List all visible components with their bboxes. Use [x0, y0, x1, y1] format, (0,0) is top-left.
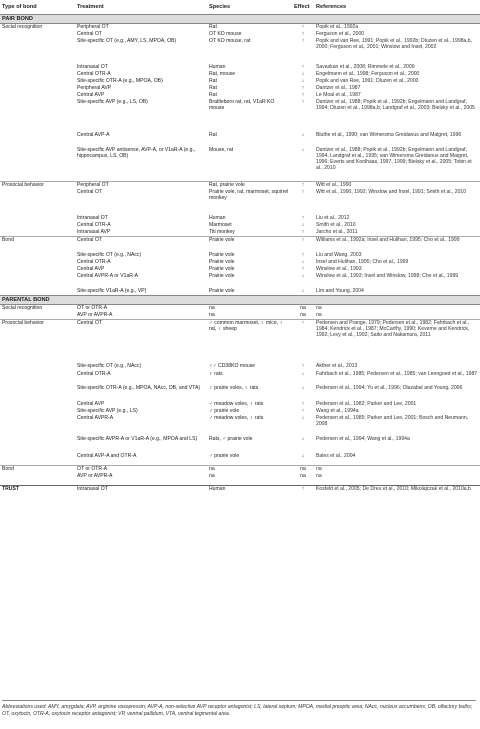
references-cell: Wang et al., 1994a — [316, 407, 359, 414]
section-header-row — [0, 15, 480, 24]
header-type-of-bond: Type of bond — [0, 0, 75, 15]
bond-type-cell — [0, 385, 75, 401]
effect-cell: ↓ — [301, 435, 305, 442]
references-cell: Ferguson et al., 2000 — [316, 30, 365, 37]
treatment-cell: Central AVP — [77, 400, 105, 407]
effect-cell: na — [300, 472, 306, 479]
references-cell: na — [316, 305, 322, 311]
bond-type-cell: Bond — [0, 466, 75, 473]
table-row — [0, 182, 480, 189]
bond-type-cell: Prosocial behavior — [0, 182, 75, 189]
effect-cell: ↑ — [301, 188, 305, 195]
table-row — [0, 132, 480, 147]
table-row — [0, 312, 480, 320]
references-cell: Popik and van Ree, 1991; Popik et al., 1992b; Dluzen et al., 1998a,b, 2000; Ferguson et al., 2001; Winslow and Insel, 2002 — [316, 37, 473, 50]
table-row — [0, 147, 480, 182]
bond-type-cell — [0, 252, 75, 259]
effect-cell: na — [300, 305, 306, 311]
bond-type-cell — [0, 273, 75, 288]
species-cell: Prairie vole — [209, 265, 235, 272]
bond-type-cell — [0, 288, 75, 296]
bond-type-cell: Prosocial behavior — [0, 320, 75, 363]
species-cell: Prairie vole — [209, 287, 235, 294]
bond-type-cell: Social recognition — [2, 305, 43, 311]
table-row — [0, 24, 480, 31]
bond-type-cell: Bond — [0, 237, 75, 252]
species-cell: na — [209, 305, 215, 311]
table-row — [0, 266, 480, 273]
effect-cell: ↓ — [301, 146, 305, 153]
effect-cell: ↑ — [301, 265, 305, 272]
species-cell: Rat — [209, 77, 217, 84]
species-cell: Rats, ♂ prairie vole — [209, 435, 253, 442]
bond-type-cell — [0, 99, 75, 132]
references-cell: Liu and Wang, 2003 — [316, 251, 362, 258]
table-row — [0, 92, 480, 99]
references-cell: Insel and Hulihan, 1995; Cho et al., 1999 — [316, 258, 409, 265]
table-row — [0, 453, 480, 466]
header-references: References — [314, 0, 480, 15]
references-cell: Williams et al., 1992a; Insel and Hulihan, 1995; Cho et al., 1999 — [314, 237, 480, 252]
bond-type-cell — [0, 473, 75, 486]
table-row — [0, 371, 480, 385]
effect-cell: ↓ — [301, 287, 305, 294]
bond-type-cell: TRUST — [0, 486, 75, 503]
bond-type-cell — [0, 78, 75, 85]
species-cell: Rat, prairie vole — [207, 182, 292, 189]
species-cell: ♂ prairie vole — [209, 452, 240, 459]
bond-type-cell — [0, 222, 75, 229]
table-row — [0, 363, 480, 371]
treatment-cell: OT or OTR-A — [77, 305, 108, 311]
table-row — [0, 38, 480, 64]
table-row — [0, 259, 480, 266]
references-cell: Le Moal et al., 1987 — [316, 91, 361, 98]
species-cell: ♂ meadow voles, ♀ rats — [209, 400, 264, 407]
treatment-cell: Central OTR-A — [77, 258, 111, 265]
bond-type-cell — [0, 71, 75, 78]
table-row — [0, 466, 480, 473]
treatment-cell: Site-specific OT (e.g., AMY, LS, MPOA, OB) — [77, 37, 177, 44]
species-cell: na — [209, 311, 215, 318]
references-cell: Lim and Young, 2004 — [316, 287, 364, 294]
table-row — [0, 320, 480, 363]
references-cell: Winslow et al., 1993 — [316, 265, 362, 272]
references-cell: Fahrbach et al., 1985; Pedersen et al., 1985; van Leengoed et al., 1987 — [316, 370, 478, 377]
treatment-cell: Intranasal AVP — [77, 228, 111, 235]
effect-cell: ↑ — [301, 400, 305, 407]
table-row — [0, 385, 480, 401]
treatment-cell: Central AVP-A — [77, 131, 110, 138]
header-species: Species — [207, 0, 292, 15]
species-cell: Rat — [209, 131, 217, 138]
treatment-cell: Intranasal OT — [77, 63, 108, 70]
effect-cell: ↑ — [301, 362, 305, 369]
bond-type-cell — [0, 312, 75, 320]
bond-type-cell — [0, 92, 75, 99]
effect-cell: ↑ — [292, 237, 314, 252]
references-cell: Bluthe et al., 1990; van Wimersma Greidanus and Maigret, 1996 — [316, 131, 462, 138]
species-cell: Mouse, rat — [209, 146, 234, 153]
species-cell: ♀♂ CD38KO mouse — [209, 362, 256, 369]
species-cell: Rat — [209, 91, 217, 98]
treatment-cell: Central OT — [77, 188, 102, 195]
species-cell: Titi monkey — [209, 228, 235, 235]
species-cell: Rat — [209, 24, 217, 30]
table-row — [0, 99, 480, 132]
treatment-cell: Central OTR-A — [77, 221, 111, 228]
effect-cell: ↑ — [292, 486, 314, 503]
references-cell: Pedersen et al., 1985; Parker and Lee, 2001; Bosch and Neumann, 2008 — [316, 414, 469, 427]
treatment-cell: Peripheral AVP — [77, 84, 112, 91]
table-row — [0, 85, 480, 92]
species-cell: ♂ common marmoset, ♀ mice, ♀ rat, ♀ sheep — [207, 320, 292, 363]
table-row — [0, 408, 480, 415]
table-row — [0, 473, 480, 486]
effect-cell: ↓ — [301, 414, 305, 421]
effect-cell: ↑ — [301, 214, 305, 221]
bond-type-cell — [0, 215, 75, 222]
bond-type-cell — [0, 259, 75, 266]
bond-type-cell — [0, 401, 75, 408]
effect-cell: ↓ — [301, 272, 305, 279]
bond-type-cell — [0, 229, 75, 237]
references-cell: Dantzer et al., 1988; Popik et al., 1992b; Engelmann and Landgraf, 1994; Landgraf et al., 1995; van Wimersma Greidanus and Maigret, 1996; Everts and Koolhaas, 1997, 1999; Bielsky et al., 2005; Tobin et al., 2010 — [316, 146, 472, 171]
references-cell: Pedersen and Prange, 1979; Pedersen et al., 1982; Fahrbach et al., 1984; Kendrick et al., 1987; McCarthy, 1990; Keverne and Kendrick, 1992; Levy et al., 1992; Saito and Nakamura, 2011 — [314, 320, 480, 363]
treatment-cell: Site-specific OT (e.g., NAcc) — [77, 362, 142, 369]
species-cell: ♂ prairie vole — [209, 407, 240, 414]
effect-cell: ↓ — [301, 77, 305, 84]
effect-cell: ↑ — [301, 63, 305, 70]
bond-type-cell — [0, 38, 75, 64]
species-cell: Marmoset — [209, 221, 232, 228]
effect-cell: ↑ — [301, 98, 305, 105]
treatment-cell: Site-specific AVP (e.g., LS) — [77, 407, 138, 414]
treatment-cell: Central AVPR-A or V1aR-A — [77, 272, 139, 279]
treatment-cell: Site-specific V1aR-A (e.g., VP) — [77, 287, 147, 294]
treatment-cell: Site-specific OTR-A (e.g., MPOA, OB) — [77, 77, 163, 84]
effect-cell: ↑ — [292, 320, 314, 363]
species-cell: ♀ prairie voles, ♀ rats — [209, 384, 259, 391]
species-cell: OT KO mouse — [209, 30, 242, 37]
species-cell: Prairie vole — [209, 251, 235, 258]
references-cell: Jarcho et al., 2011 — [316, 228, 358, 235]
species-cell: Human — [209, 63, 226, 70]
effect-cell: ↓ — [301, 131, 305, 138]
effect-cell: ↓ — [301, 70, 305, 77]
bond-type-cell — [0, 415, 75, 436]
species-cell: Prairie vole, rat, marmoset, squirrel monkey — [209, 188, 289, 201]
header-treatment: Treatment — [75, 0, 207, 15]
table-row — [0, 215, 480, 222]
bond-type-cell: Social recognition — [2, 24, 43, 30]
treatment-cell: Site-specific AVP (e.g., LS, OB) — [77, 98, 148, 105]
species-cell: ♀ rats — [209, 370, 223, 377]
table-row — [0, 288, 480, 296]
effect-cell: ↑ — [301, 251, 305, 258]
references-cell: Pedersen et al., 1994; Yu et al., 1996; Olazabal and Young, 2006 — [316, 384, 463, 391]
treatment-cell: AVP or AVPR-A — [77, 311, 113, 318]
references-cell: Akther et al., 2013 — [316, 362, 358, 369]
effect-cell: ↑ — [292, 182, 314, 189]
treatment-cell: Central OTR-A — [77, 370, 111, 377]
table-row — [0, 229, 480, 237]
treatment-cell: Site-specific OT (e.g., NAcc) — [77, 251, 142, 258]
species-cell: Rat, mouse — [209, 70, 236, 77]
species-cell: Prairie vole — [207, 237, 292, 252]
effect-cell: ↑ — [301, 407, 305, 414]
treatment-cell: Central OT — [75, 320, 207, 363]
table-row — [0, 305, 480, 312]
treatment-cell: Central OT — [77, 30, 102, 37]
references-cell: Pedersen et al., 1994; Wang et al., 1994a — [316, 435, 410, 442]
treatment-cell: Site-specific AVP antisense, AVP-A, or V1aR-A (e.g., hippocampus, LS, OB) — [77, 146, 196, 159]
effect-cell: ↑ — [301, 30, 305, 37]
treatment-cell: Peripheral OT — [75, 182, 207, 189]
table-row — [0, 189, 480, 215]
species-cell: ♂ meadow voles, ♀ rats — [209, 414, 264, 421]
species-cell: Human — [207, 486, 292, 503]
effect-cell: na — [292, 466, 314, 473]
bond-type-cell — [0, 147, 75, 182]
section-title: PARENTAL BOND — [0, 296, 480, 305]
species-cell: na — [209, 472, 215, 479]
references-cell: na — [314, 466, 480, 473]
bond-type-cell — [0, 266, 75, 273]
table-row — [0, 436, 480, 453]
references-cell: Dantzer et al., 1987 — [316, 84, 361, 91]
effect-cell: ↑ — [301, 91, 305, 98]
bond-type-cell — [0, 436, 75, 453]
species-cell: Rat — [209, 84, 217, 91]
treatment-cell: OT or OTR-A — [75, 466, 207, 473]
bond-type-cell — [0, 189, 75, 215]
bond-type-cell — [0, 408, 75, 415]
references-cell: Pedersen et al., 1982; Parker and Lee, 2001 — [316, 400, 417, 407]
bond-type-cell — [0, 64, 75, 71]
species-cell: Human — [209, 214, 226, 221]
references-cell: Smith et al., 2010 — [316, 221, 356, 228]
table-body — [0, 15, 480, 503]
treatment-cell: Peripheral OT — [77, 24, 109, 30]
abbreviations-note: Abbreviations used: AMY, amygdala; AVP, arginine vasopressin; AVP-A, non-selective AVP receptor antagonist; LS, lateral septum; MPOA, medial preoptic area; NAcc, nucleus accumbens; OB, olfactory bulbs; OT, oxytocin, OTR-A, oxytocin receptor antagonist; VP, ventral pallidum, VTA, ventral tegmental area. — [2, 700, 476, 717]
table-row — [0, 237, 480, 252]
table-row — [0, 78, 480, 85]
species-cell: na — [207, 466, 292, 473]
treatment-cell: Central AVP — [77, 265, 105, 272]
references-cell: Winslow et al., 1993; Insel and Winslow, 1998; Cho et al., 1999 — [316, 272, 459, 279]
treatment-cell: Central OTR-A — [77, 70, 111, 77]
section-title: PAIR BOND — [0, 15, 480, 24]
table-row — [0, 71, 480, 78]
references-cell: Liu et al., 2012 — [316, 214, 350, 221]
effect-cell: ↑ — [301, 24, 305, 30]
references-cell: na — [316, 311, 322, 318]
treatment-cell: AVP or AVPR-A — [77, 472, 113, 479]
treatment-cell: Site-specific OTR-A (e.g., MPOA, NAcc, OB, and VTA) — [77, 384, 201, 391]
species-cell: Prairie vole — [209, 258, 235, 265]
treatment-cell: Central AVP-A and OTR-A — [77, 452, 137, 459]
effect-cell: ↑ — [301, 37, 305, 44]
table-row — [0, 252, 480, 259]
bond-type-cell — [0, 31, 75, 38]
treatment-cell: Central AVPR-A — [77, 414, 114, 421]
effect-cell: ↓ — [301, 452, 305, 459]
references-cell: Witt et al., 1990 — [314, 182, 480, 189]
table-row — [0, 273, 480, 288]
effect-cell: ↓ — [301, 370, 305, 377]
table-row — [0, 31, 480, 38]
treatment-cell: Central AVP — [77, 91, 105, 98]
treatment-cell: Central OT — [75, 237, 207, 252]
references-cell: Savaskan et al., 2008; Rimmele et al., 2009 — [316, 63, 415, 70]
bond-type-cell — [0, 371, 75, 385]
species-cell: OT KO mouse, rat — [209, 37, 251, 44]
bond-type-cell — [0, 453, 75, 466]
references-cell: Kosfeld et al., 2005; De Dreu et al., 2010; Mikolajczak et al., 2010a,b — [314, 486, 480, 503]
references-cell: Popik et al., 1992a — [316, 24, 359, 30]
table-header-row — [0, 0, 480, 15]
treatment-cell: Intranasal OT — [75, 486, 207, 503]
bond-type-cell — [0, 85, 75, 92]
effect-cell: na — [300, 311, 306, 318]
table-row — [0, 222, 480, 229]
table-row — [0, 64, 480, 71]
treatment-cell: Intranasal OT — [77, 214, 108, 221]
species-cell: Brattleboro rat, rat, V1aR KO mouse — [209, 98, 275, 111]
references-cell: Bales et al., 2004 — [316, 452, 356, 459]
references-cell: Engelmann et al., 1998; Ferguson et al., 2000 — [316, 70, 420, 77]
bond-type-cell — [0, 132, 75, 147]
effect-cell: ↓ — [301, 258, 305, 265]
header-effect: Effect — [292, 0, 314, 15]
effect-cell: ↑ — [301, 228, 305, 235]
references-cell: na — [316, 472, 322, 479]
table-row — [0, 486, 480, 503]
table-row — [0, 415, 480, 436]
effect-cell: ↓ — [301, 384, 305, 391]
species-cell: Prairie vole — [209, 272, 235, 279]
references-cell: Dantzer et al., 1988; Popik et al., 1992b; Engelmann and Landgraf, 1994; Dluzen et al., 1998a,b; Landgraf et al., 2003; Bielsky et al., 2005 — [316, 98, 475, 111]
references-cell: Popik and van Ree, 1991; Dluzen et al., 2000 — [316, 77, 419, 84]
treatment-cell: Site-specific AVPR-A or V1aR-A (e.g., MPOA and LS) — [77, 435, 198, 442]
section-header-row — [0, 296, 480, 305]
effect-cell: ↓ — [301, 221, 305, 228]
table-row — [0, 401, 480, 408]
effect-cell: ↑ — [301, 84, 305, 91]
references-cell: Witt et al., 1990, 1992; Winslow and Insel, 1991; Smith et al., 2010 — [316, 188, 467, 195]
bond-type-cell — [0, 363, 75, 371]
